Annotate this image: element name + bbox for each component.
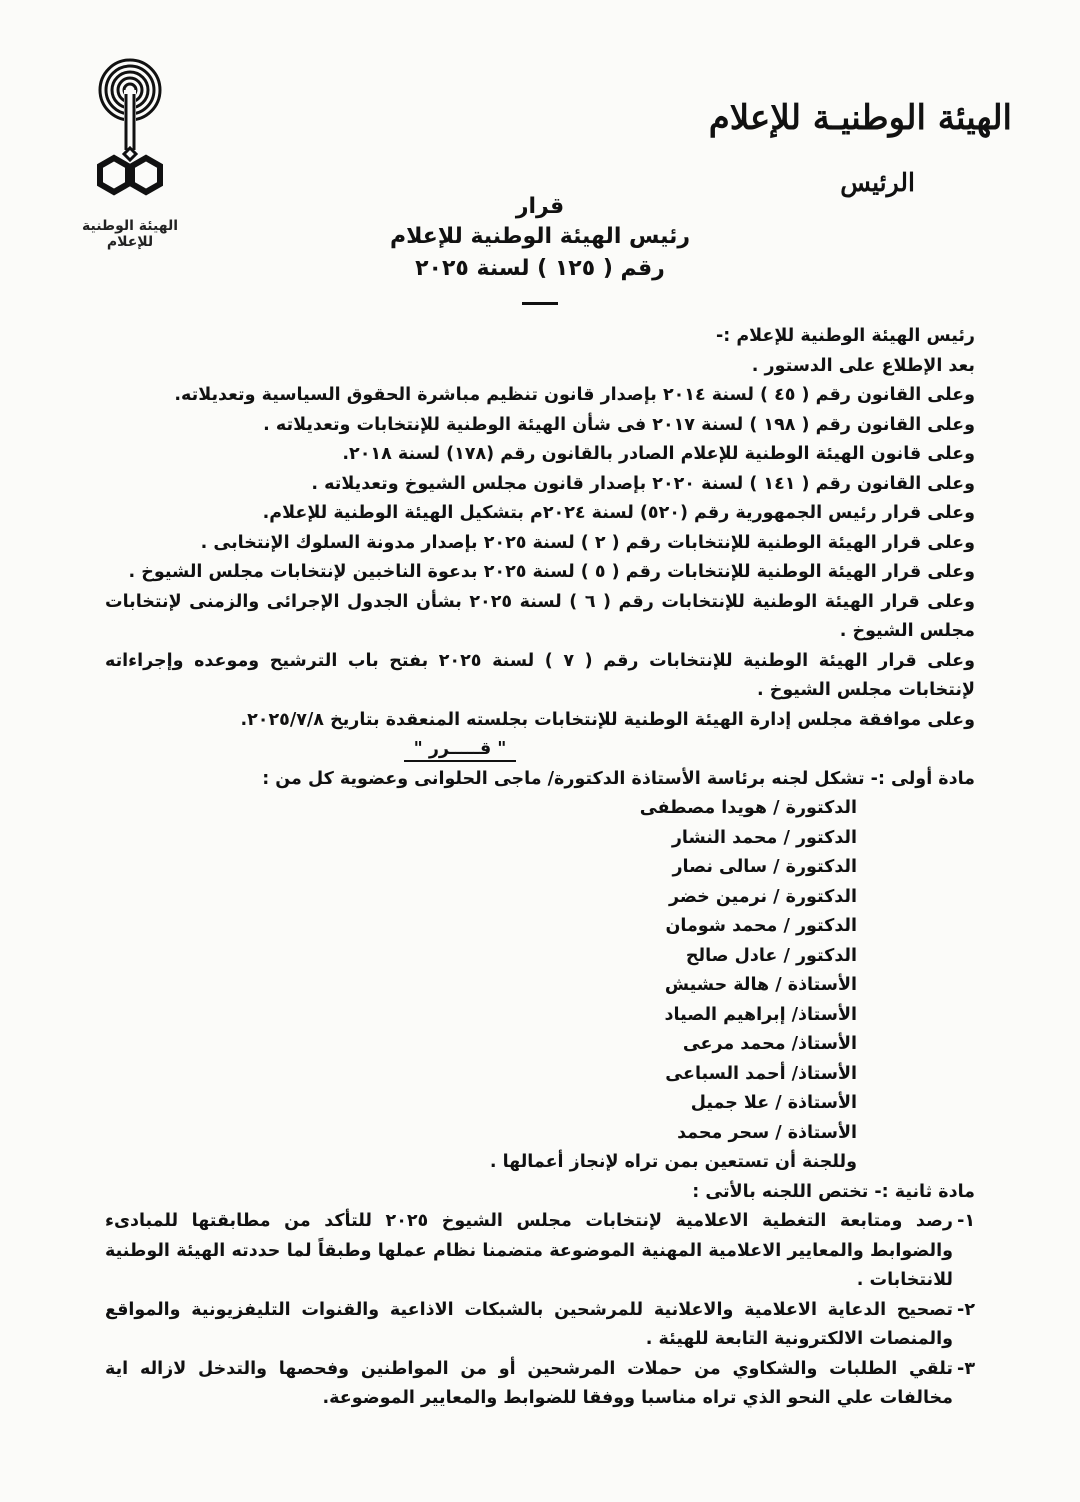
committee-member: الدكتور / محمد شومان (665, 916, 857, 936)
article-1-closing: وللجنة أن تستعين بمن تراه لإنجاز أعمالها . (489, 1152, 857, 1172)
preamble-line: وعلى قانون الهيئة الوطنية للإعلام الصادر بالقانون رقم (١٧٨) لسنة ٢٠١٨. (342, 444, 975, 464)
committee-member: الدكتور / عادل صالح (685, 945, 857, 966)
item-text: تصحيح الدعاية الاعلامية والاعلانية للمرشحين بالشبكات الاذاعية والقنوات التليفزيونية والمواقع والمنصات الالكترونية التابعة للهيئة . (105, 1299, 953, 1349)
preamble-line: رئيس الهيئة الوطنية للإعلام :- (715, 326, 975, 346)
item-text: رصد ومتابعة التغطية الاعلامية لإنتخابات مجلس الشيوخ ٢٠٢٥ للتأكد من مطابقتها للمبادىء والضوابط والمعايير الاعلامية المهنية الموضوعة متضمنا نظام عملها وطبقاً لما حددته الهيئة الوطنية للانتخابات . (105, 1211, 954, 1290)
committee-member: الأستاذ/ إبراهيم الصياد (664, 1004, 857, 1025)
item-text: تلقي الطلبات والشكاوي من حملات المرشحين أو من المواطنين وفحصها والتدخل لازاله اية مخالفات علي النحو الذي تراه مناسبا ووفقا للضوابط والمعايير الموضوعة. (105, 1358, 953, 1408)
item-number: ١- (957, 1211, 976, 1231)
preamble-line: وعلى القانون رقم ( ١٤١ ) لسنة ٢٠٢٠ بإصدار قانون مجلس الشيوخ وتعديلاته . (311, 473, 975, 494)
article-1-text: مادة أولى :- تشكل لجنه برئاسة الأستاذة الدكتورة/ ماجى الحلوانى وعضوية كل من : (262, 768, 975, 789)
preamble-line: وعلى موافقة مجلس إدارة الهيئة الوطنية للإنتخابات بجلسته المنعقدة بتاريخ ٢٠٢٥/٧/٨. (240, 709, 975, 730)
committee-members-list (105, 794, 975, 1178)
article-2-item (105, 1296, 975, 1355)
preamble-line: وعلى قرار الهيئة الوطنية للإنتخابات رقم ( ٧ ) لسنة ٢٠٢٥ بفتح باب الترشيح وموعده وإجراءاته لإنتخابات مجلس الشيوخ . (105, 650, 975, 700)
item-number: ٣- (957, 1358, 975, 1379)
title-line-1: قرار (515, 194, 565, 219)
committee-member: الأستاذ/ محمد مرعى (682, 1034, 857, 1054)
preamble-line: وعلى قرار الهيئة الوطنية للإنتخابات رقم ( ٢ ) لسنة ٢٠٢٥ بإصدار مدونة السلوك الإنتخابى . (200, 532, 975, 553)
decision-title (340, 192, 740, 305)
committee-member: الدكتورة / هويدا مصطفى (639, 798, 857, 818)
logo (60, 58, 200, 250)
committee-member: الدكتورة / نرمين خضر (669, 886, 857, 907)
article-2-item (105, 1355, 975, 1414)
committee-member: الأستاذة / هالة حشيش (664, 975, 857, 995)
organization-role: الرئيس (840, 168, 915, 197)
item-number: ٢- (957, 1299, 975, 1320)
preamble-line: وعلى القانون رقم ( ٤٥ ) لسنة ٢٠١٤ بإصدار قانون تنظيم مباشرة الحقوق السياسية وتعديلاته. (174, 385, 975, 405)
logo-caption: الهيئة الوطنية للإعلام (81, 218, 179, 250)
article-2-item (105, 1207, 975, 1296)
preamble-line: وعلى قرار رئيس الجمهورية رقم (٥٢٠) لسنة ٢٠٢٤م بتشكيل الهيئة الوطنية للإعلام. (262, 503, 975, 523)
decision-heading: " قـــــرر " (404, 738, 517, 762)
committee-member: الأستاذ/ أحمد السباعى (665, 1063, 857, 1084)
decision-heading-wrap (105, 735, 975, 765)
committee-member: الأستاذة / علا جميل (690, 1093, 857, 1113)
article-2-text: مادة ثانية :- تختص اللجنه بالأتى : (692, 1181, 975, 1202)
preamble-line: وعلى قرار الهيئة الوطنية للإنتخابات رقم ( ٥ ) لسنة ٢٠٢٥ بدعوة الناخبين لإنتخابات مجلس الشيوخ . (128, 562, 975, 582)
organization-name: الهيئة الوطنيـة للإعلام (708, 98, 1012, 138)
title-divider (522, 302, 558, 305)
preamble-line: وعلى القانون رقم ( ١٩٨ ) لسنة ٢٠١٧ فى شأن الهيئة الوطنية للإنتخابات وتعديلاته . (263, 414, 975, 435)
antenna-hexagon-logo-icon (70, 58, 190, 208)
committee-member: الأستاذة / سحر محمد (677, 1122, 857, 1143)
preamble-line: وعلى قرار الهيئة الوطنية للإنتخابات رقم ( ٦ ) لسنة ٢٠٢٥ بشأن الجدول الإجرائى والزمنى لإنتخابات مجلس الشيوخ . (105, 591, 975, 641)
preamble-line: بعد الإطلاع على الدستور . (751, 355, 975, 376)
committee-member: الدكتور / محمد النشار (671, 827, 857, 848)
title-line-2: رئيس الهيئة الوطنية للإعلام (389, 224, 691, 249)
committee-member: الدكتورة / سالى نصار (672, 857, 857, 877)
document-body (105, 322, 975, 1414)
title-line-3: رقم ( ١٢٥ ) لسنة ٢٠٢٥ (415, 256, 665, 281)
